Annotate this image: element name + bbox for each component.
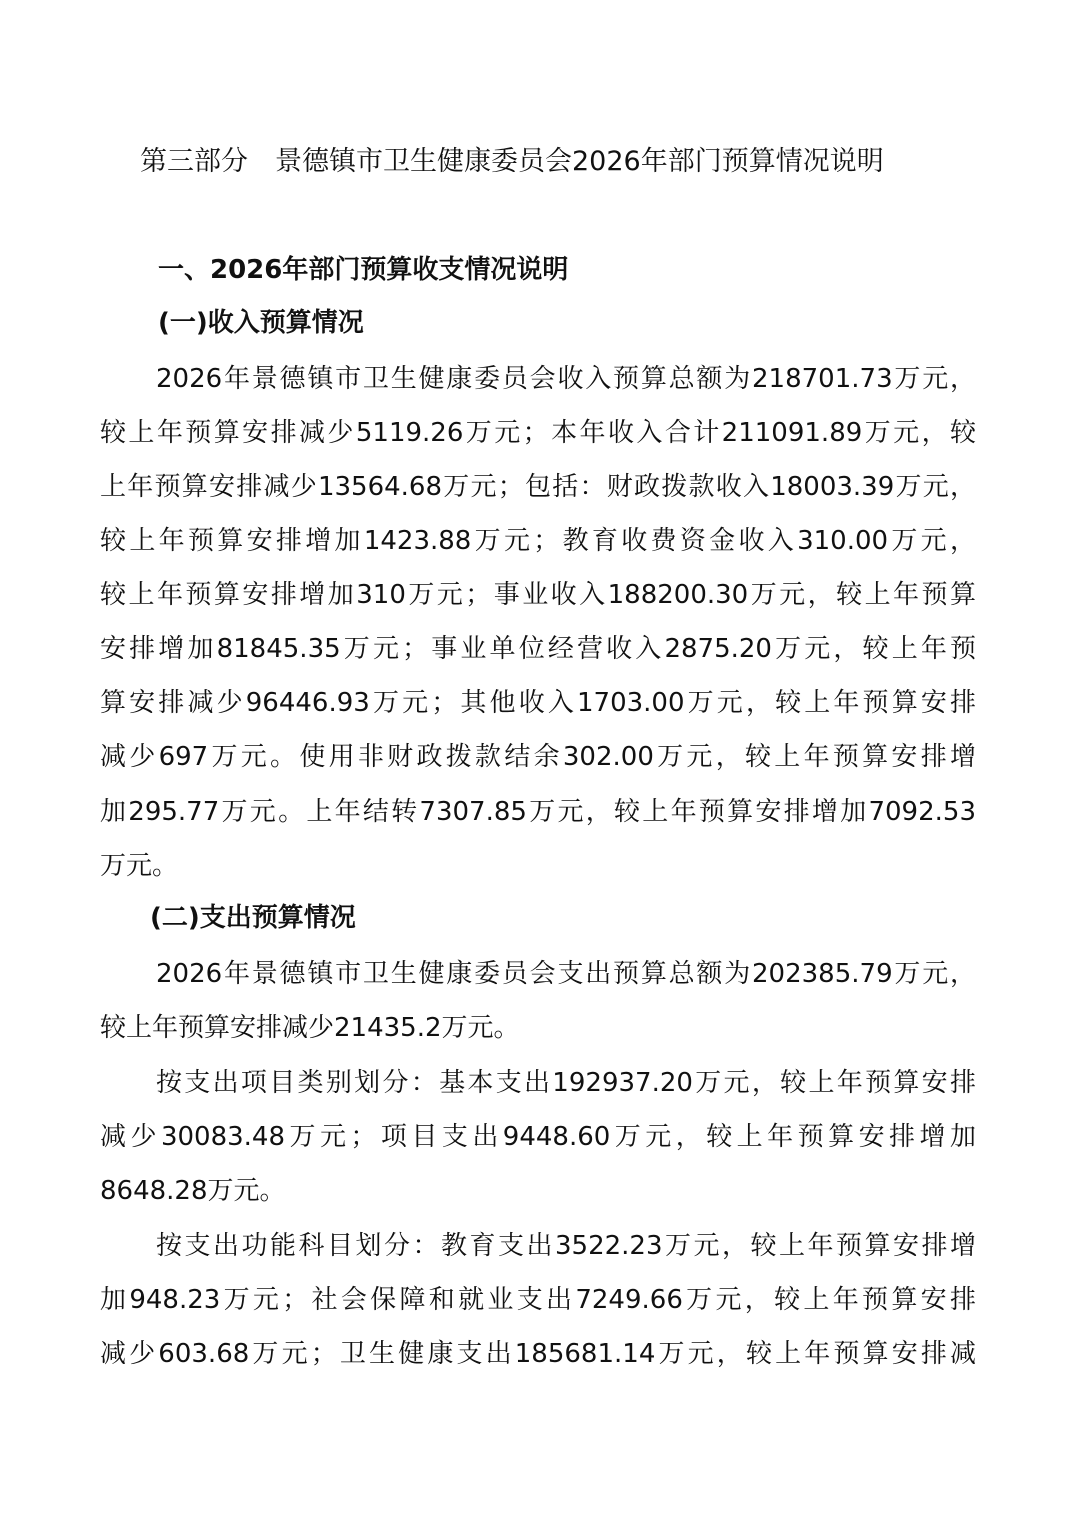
text-line: 较上年预算安排增加1423.88万元；教育收费资金收入310.00万元， <box>100 526 976 556</box>
text-line: 按支出项目类别划分：基本支出192937.20万元，较上年预算安排 <box>156 1068 976 1098</box>
section-heading: 一、2026年部门预算收支情况说明 <box>158 255 569 285</box>
text-line: 减少697万元。使用非财政拨款结余302.00万元，较上年预算安排增 <box>100 742 976 772</box>
text-line: 加948.23万元；社会保障和就业支出7249.66万元，较上年预算安排 <box>100 1285 976 1315</box>
text-line: 加295.77万元。上年结转7307.85万元，较上年预算安排增加7092.53 <box>100 797 976 827</box>
text-line: 2026年景德镇市卫生健康委员会支出预算总额为202385.79万元， <box>156 959 976 989</box>
text-line: 算安排减少96446.93万元；其他收入1703.00万元，较上年预算安排 <box>100 688 976 718</box>
text-line: 减少30083.48万元；项目支出9448.60万元，较上年预算安排增加 <box>100 1122 976 1152</box>
text-line: 较上年预算安排减少21435.2万元。 <box>100 1013 520 1043</box>
text-line: 上年预算安排减少13564.68万元；包括：财政拨款收入18003.39万元， <box>100 472 976 502</box>
expense-heading: (二)支出预算情况 <box>150 903 356 933</box>
text-line: 较上年预算安排增加310万元；事业收入188200.30万元，较上年预算 <box>100 580 976 610</box>
income-heading: (一)收入预算情况 <box>158 308 364 338</box>
text-line: 安排增加81845.35万元；事业单位经营收入2875.20万元，较上年预 <box>100 634 976 664</box>
text-line: 减少603.68万元；卫生健康支出185681.14万元，较上年预算安排减 <box>100 1339 976 1369</box>
text-line: 万元。 <box>100 851 179 881</box>
text-line: 2026年景德镇市卫生健康委员会收入预算总额为218701.73万元， <box>156 364 976 394</box>
text-line: 8648.28万元。 <box>100 1176 286 1206</box>
page-title: 第三部分 景德镇市卫生健康委员会2026年部门预算情况说明 <box>140 146 884 177</box>
text-line: 较上年预算安排减少5119.26万元；本年收入合计211091.89万元，较 <box>100 418 976 448</box>
text-line: 按支出功能科目划分：教育支出3522.23万元，较上年预算安排增 <box>156 1231 976 1261</box>
